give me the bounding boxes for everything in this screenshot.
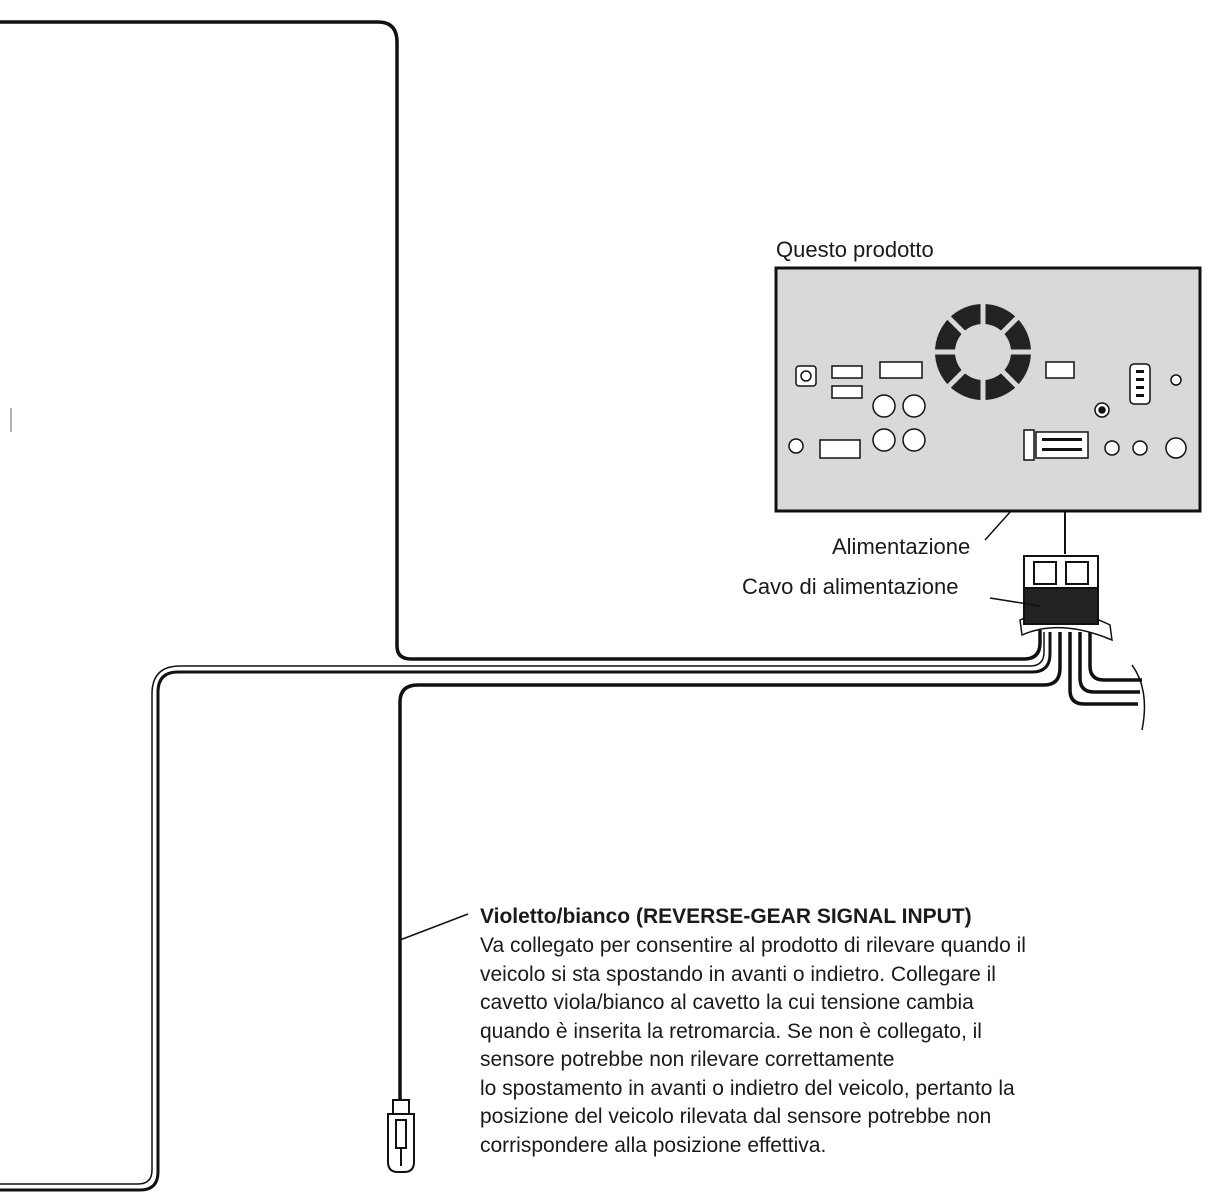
wire-description-line: sensore potrebbe non rilevare correttamente: [480, 1048, 895, 1071]
product-rear-panel: [776, 268, 1200, 511]
power-label: Alimentazione: [832, 534, 971, 559]
wire-description-line: quando è inserita la retromarcia. Se non è collegato, il: [480, 1019, 982, 1043]
wire-description-line: posizione del veicolo rilevata dal sensore potrebbe non: [480, 1105, 992, 1128]
fan-icon: [933, 302, 1033, 402]
plug-connector-icon: [388, 1100, 414, 1172]
wire-description-line: corrispondere alla posizione effettiva.: [480, 1133, 827, 1157]
wire-description-line: veicolo si sta spostando in avanti o indietro. Collegare il: [480, 962, 996, 986]
product-label: Questo prodotto: [776, 237, 934, 262]
harness-connector: [1024, 556, 1098, 624]
wire-description-line: Va collegato per consentire al prodotto di rilevare quando il: [480, 934, 1026, 957]
wire-description-line: cavetto viola/bianco al cavetto la cui tensione cambia: [480, 991, 974, 1014]
wire-description: [480, 932, 1170, 1160]
wire-description-line: lo spostamento in avanti o indietro del veicolo, pertanto la: [480, 1076, 1015, 1100]
power-cable-label: Cavo di alimentazione: [742, 574, 959, 599]
harness-exit-wires: [1070, 632, 1142, 704]
wire-title: Violetto/bianco (REVERSE-GEAR SIGNAL INPUT): [480, 905, 972, 928]
wire-leader-line: [400, 914, 468, 940]
